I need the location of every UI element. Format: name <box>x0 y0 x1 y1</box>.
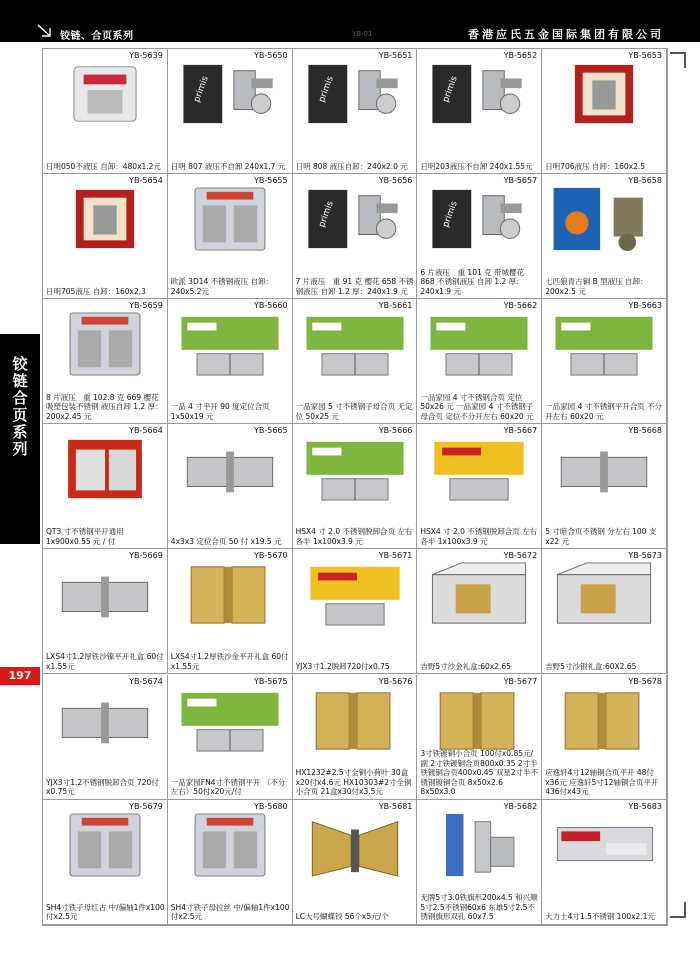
svg-text:primis: primis <box>441 200 461 229</box>
product-description: 应逸轩4寸12轴铜合页平开 48付x36元 应逸轩5寸12轴铜合页平开 436付x43元 <box>545 768 659 797</box>
product-code: YB-5672 <box>503 551 538 561</box>
product-description: 一品家园 4 寸不锈钢平开合页 不分开左右 60x20 元 <box>545 402 663 421</box>
product-cell <box>43 424 168 549</box>
product-image <box>51 687 159 753</box>
product-description: 无牌5寸3.0铁旗形200x4.5 和兴顺5寸2.5不锈钢60x6 东雄5寸2.5不锈钢旗形双孔 60x7.5 <box>420 893 538 922</box>
product-code: YB-5667 <box>503 426 538 436</box>
product-description: 日明203液压不自卸 240x1.55元 <box>420 161 533 171</box>
product-code: YB-5676 <box>378 676 413 686</box>
product-cell <box>417 675 542 800</box>
product-image <box>550 61 658 127</box>
product-description: YJX3寸1.2脱卸720付x0.75 <box>295 661 390 671</box>
product-cell <box>293 424 418 549</box>
product-description: QT3 寸不锈钢平开通用 1x900x0.55 元 / 付 <box>46 527 124 546</box>
product-code: YB-5655 <box>253 176 288 186</box>
product-cell <box>43 549 168 674</box>
product-image <box>425 61 533 127</box>
product-description: 一品家园 5 寸不锈钢子母合页 无定位 50x25 元 <box>295 402 413 421</box>
product-image <box>301 61 409 127</box>
product-image <box>550 561 658 627</box>
product-image <box>301 561 409 627</box>
product-cell <box>293 174 418 299</box>
product-description: 吉野5寸沙金礼盒:60x2.65 <box>420 661 511 671</box>
product-cell <box>293 299 418 424</box>
product-description: 6 片液压 重 101 克 带城樱花 868 不锈钢液压 自卸 1.2 厚：240x1.9 元 <box>420 267 525 296</box>
product-code: YB-5639 <box>129 51 163 60</box>
product-cell <box>417 549 542 674</box>
product-cell <box>417 800 542 925</box>
page-code: YB-01 <box>352 30 373 38</box>
product-image <box>425 186 533 252</box>
product-image <box>550 311 658 377</box>
product-image <box>550 186 658 252</box>
product-description: 欧派 3D14 不锈钢液压 自卸：240x5.2元 <box>170 277 274 296</box>
product-cell <box>168 800 293 925</box>
product-image <box>301 687 409 753</box>
product-code: YB-5654 <box>129 176 163 186</box>
product-image <box>176 687 284 753</box>
product-code: YB-5653 <box>628 51 662 60</box>
product-description: 日明 808 液压自卸：240x2.0 元 <box>295 161 408 171</box>
product-description: SH4寸铁子母红古 中/偏轴1件x100付x2.5元 <box>46 902 165 922</box>
product-image <box>425 311 533 377</box>
product-cell <box>293 49 418 174</box>
product-code: YB-5682 <box>503 801 538 811</box>
product-description: YJX3寸1.2不锈钢脱卸合页 720付x0.75元 <box>46 777 159 797</box>
product-cell <box>417 49 542 174</box>
product-description: LC大号蝴蝶铰 56个x5元/个 <box>295 912 389 922</box>
product-code: YB-5678 <box>628 676 662 686</box>
product-image <box>176 812 284 878</box>
product-code: YB-5671 <box>378 551 413 561</box>
product-image <box>425 561 533 627</box>
page-number: 197 <box>0 667 40 685</box>
product-image <box>301 812 409 878</box>
product-code: YB-5652 <box>503 51 538 60</box>
product-cell <box>542 549 667 674</box>
product-code: YB-5651 <box>378 51 413 60</box>
product-cell <box>542 424 667 549</box>
product-code: YB-5666 <box>378 426 413 436</box>
company-name: 香港应氏五金国际集团有限公司 <box>468 28 664 41</box>
product-code: YB-5657 <box>503 176 538 186</box>
product-description: 一品家园FN4寸不锈钢平开 （不分左右）50付x20元/付 <box>170 777 286 797</box>
product-description: 吉野5寸沙银礼盒:60X2.65 <box>545 661 637 671</box>
product-code: YB-5658 <box>628 176 662 186</box>
product-cell <box>168 299 293 424</box>
product-cell <box>168 174 293 299</box>
product-code: YB-5669 <box>129 551 163 561</box>
product-description: 大力士4寸1.5不锈钢 100x2.1元 <box>545 912 655 922</box>
product-cell <box>43 174 168 299</box>
product-cell <box>293 675 418 800</box>
top-header-bar <box>0 0 700 42</box>
corner-ornament <box>670 52 686 68</box>
product-image <box>51 436 159 502</box>
product-code: YB-5660 <box>253 301 288 311</box>
corner-arrow-icon <box>36 23 56 39</box>
product-image <box>425 687 533 753</box>
product-description: HSX4 寸 2.0 不锈钢脱卸合页 左右各半 1x100x3.9 元 <box>420 527 538 546</box>
product-code: YB-5659 <box>129 301 163 311</box>
product-code: YB-5681 <box>378 801 413 811</box>
product-description: 日明706液压 自卸：160x2.5 <box>545 161 646 171</box>
product-description: 七匹狼青古铜 B 型液压 自卸：200x2.5 元 <box>545 277 648 296</box>
product-description: 8 片液压 重 102.8 克 669 樱花吸塑包装不锈钢 液压自卸 1.2 厚：200x2.45 元 <box>46 392 163 421</box>
product-image <box>301 311 409 377</box>
product-cell <box>168 49 293 174</box>
product-cell <box>43 49 168 174</box>
product-description: LXS4寸1.2厚铁沙镍平开礼盒 60付x1.55元 <box>46 652 164 671</box>
product-image <box>51 561 159 627</box>
product-image <box>51 311 159 377</box>
product-image <box>51 812 159 878</box>
product-code: YB-5650 <box>253 51 288 60</box>
product-code: YB-5656 <box>378 176 413 186</box>
product-description: HX1232#2.5寸全铜小荷叶 30盒x20付x4.6元 HX10303#2寸全铜小合页 21盒x30付x3.5元 <box>295 768 412 797</box>
product-image <box>176 61 284 127</box>
product-image <box>301 436 409 502</box>
product-image <box>550 687 658 753</box>
product-image <box>425 812 533 878</box>
category-tab <box>0 334 40 544</box>
product-cell <box>168 424 293 549</box>
product-description: SH4寸铁子母拉丝 中/偏轴1件x100付x2.5元 <box>170 902 290 922</box>
product-code: YB-5662 <box>503 301 538 311</box>
product-cell <box>168 549 293 674</box>
product-code: YB-5665 <box>253 426 288 436</box>
product-cell <box>417 424 542 549</box>
product-description: 一品家园 4 寸不锈钢合页 定位 50x26 元 一品家园 4 寸不锈钢子母合页 定位不分开左右 60x20 元 <box>420 392 534 421</box>
product-description: 日明705液压 自卸：160x2.3 <box>46 286 146 296</box>
product-image <box>51 61 159 127</box>
product-code: YB-5675 <box>253 676 288 686</box>
category-label: 铰链合页系列 <box>12 355 28 458</box>
product-code: YB-5670 <box>253 551 288 561</box>
product-cell <box>43 800 168 925</box>
product-image <box>550 436 658 502</box>
product-description: 一品 4 寸平开 90 度定位合页 1x50x19 元 <box>170 402 270 421</box>
product-cell <box>417 299 542 424</box>
product-description: 4x3x3 定位合页 50 付 x19.5 元 <box>170 536 282 546</box>
product-code: YB-5680 <box>253 801 288 811</box>
product-code: YB-5668 <box>628 426 662 436</box>
svg-text:primis: primis <box>191 74 211 104</box>
product-cell <box>417 174 542 299</box>
product-code: YB-5673 <box>628 551 662 561</box>
product-description: LXS4寸1.2厚铁沙金平开礼盒 60付x1.55元 <box>170 652 289 671</box>
product-grid <box>42 48 668 926</box>
product-code: YB-5663 <box>628 301 662 311</box>
product-cell <box>293 800 418 925</box>
product-image <box>176 561 284 627</box>
section-title: 铰链、合页系列 <box>60 31 134 42</box>
product-code: YB-5661 <box>378 301 413 311</box>
product-cell <box>542 800 667 925</box>
product-cell <box>542 299 667 424</box>
corner-ornament <box>670 902 686 918</box>
svg-text:primis: primis <box>316 200 336 229</box>
product-description: HSX4 寸 2.0 不锈钢脱卸合页 左右各半 1x100x3.9 元 <box>295 527 413 546</box>
product-image <box>176 436 284 502</box>
product-cell <box>43 675 168 800</box>
product-cell <box>542 675 667 800</box>
product-description: 日明050不液压 自卸：480x1.2元 <box>46 161 161 171</box>
svg-text:primis: primis <box>441 74 461 104</box>
product-code: YB-5683 <box>628 801 662 811</box>
svg-text:primis: primis <box>316 74 336 104</box>
product-code: YB-5674 <box>129 676 163 686</box>
product-image <box>301 186 409 252</box>
product-description: 3寸铁镀铜小合页 100付x0.85元/副 2寸铁镀铜合页800x0.35 2寸半铁镀铜合页400x0.45 双星2寸半不锈钢镀铜合页 8x50x2.6 8x50x3.0 <box>420 749 538 797</box>
product-image <box>176 186 284 252</box>
product-cell <box>293 549 418 674</box>
product-description: 5 寸暗合页不锈钢 分左右 100 支 x22 元 <box>545 527 657 546</box>
product-code: YB-5679 <box>129 801 163 811</box>
product-cell <box>542 49 667 174</box>
product-image <box>51 186 159 252</box>
product-code: YB-5677 <box>503 676 538 686</box>
product-image <box>425 436 533 502</box>
product-image <box>176 311 284 377</box>
product-image <box>550 812 658 878</box>
product-cell <box>43 299 168 424</box>
product-cell <box>168 675 293 800</box>
product-description: 日明 807 液压不自卸 240x1.7 元 <box>170 161 286 171</box>
product-code: YB-5664 <box>129 426 163 436</box>
product-description: 7 片液压 重 91 克 樱花 658 不锈钢液压 自卸 1.2 厚：240x1.9 元 <box>295 277 414 296</box>
product-cell <box>542 174 667 299</box>
